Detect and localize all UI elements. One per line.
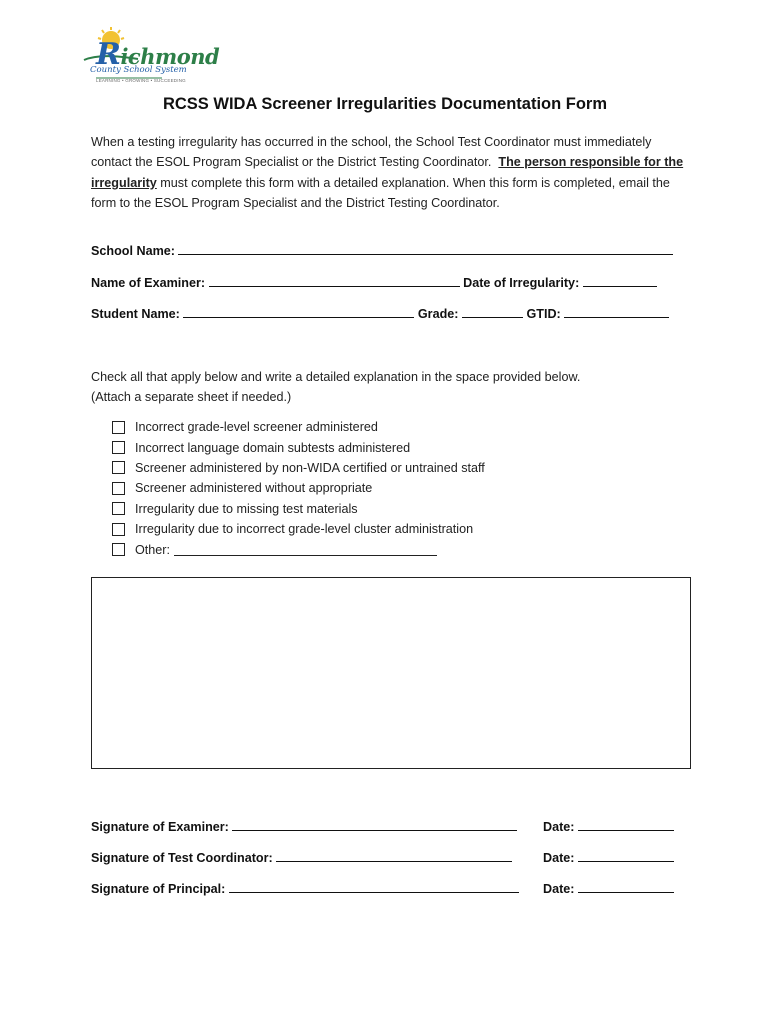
examiner-name-field[interactable] (91, 275, 657, 290)
instructions-line-1: Check all that apply below and write a detailed explanation in the space provided below. (91, 370, 581, 384)
district-logo (78, 26, 220, 88)
checklist-item-untrained-staff[interactable] (112, 458, 485, 478)
checklist-item-label: Irregularity due to incorrect grade-level cluster administration (135, 522, 474, 537)
checklist-item-label: Screener administered by non-WIDA certified or untrained staff (135, 460, 485, 475)
examiner-name-label: Name of Examiner: (91, 276, 206, 290)
gtid-line[interactable] (564, 306, 669, 318)
checklist-item-wrong-cluster[interactable] (112, 519, 485, 539)
checkbox[interactable] (112, 421, 125, 434)
checklist-item-without-appropriate[interactable] (112, 478, 485, 498)
examiner-signature-label: Signature of Examiner: (91, 820, 229, 834)
checkbox[interactable] (112, 461, 125, 474)
intro-emphasis: The person responsible for the irregularity (91, 155, 684, 190)
checkbox[interactable] (112, 523, 125, 536)
intro-text-2: must complete this form with a detailed explanation. When this form is completed, email the form to the ESOL Program Specialist and the District Testing Coordinator. (91, 175, 670, 211)
grade-line[interactable] (462, 306, 523, 318)
coordinator-signature-field[interactable] (91, 850, 512, 865)
school-name-line[interactable] (178, 243, 673, 255)
checklist-item-wrong-grade-screener[interactable] (112, 417, 485, 437)
examiner-signature-line[interactable] (232, 819, 517, 831)
irregularity-checklist (112, 417, 485, 560)
date-label: Date: (543, 820, 575, 834)
principal-signature-label: Signature of Principal: (91, 882, 226, 896)
date-irregularity-line[interactable] (583, 275, 657, 287)
checklist-item-label: Incorrect language domain subtests administered (135, 440, 411, 455)
intro-text-1: When a testing irregularity has occurred in the school, the School Test Coordinator must immediately contact the ESOL Program Specialist or the District Testing Coordinator. (91, 135, 652, 170)
student-name-label: Student Name: (91, 307, 180, 321)
principal-date-line[interactable] (578, 881, 674, 893)
form-title: RCSS WIDA Screener Irregularities Documentation Form (162, 95, 608, 113)
logo-subtitle: County School System (90, 65, 187, 75)
examiner-signature-field[interactable] (91, 819, 517, 834)
logo-tagline: LEARNING • GROWING • SUCCEEDING (96, 78, 186, 83)
checklist-item-label: Incorrect grade-level screener administered (135, 420, 378, 435)
coordinator-signature-label: Signature of Test Coordinator: (91, 851, 273, 865)
checkbox[interactable] (112, 502, 125, 515)
other-input-line[interactable] (174, 544, 437, 556)
grade-label: Grade: (417, 307, 459, 321)
examiner-name-line[interactable] (209, 275, 460, 287)
student-name-line[interactable] (183, 306, 414, 318)
intro-paragraph (91, 132, 691, 214)
principal-date-field[interactable] (543, 881, 674, 896)
coordinator-date-field[interactable] (543, 850, 674, 865)
instructions-line-2: (Attach a separate sheet if needed.) (91, 390, 292, 405)
checkbox[interactable] (112, 441, 125, 454)
checklist-item-missing-materials[interactable] (112, 499, 485, 519)
date-irregularity-label: Date of Irregularity: (463, 276, 580, 290)
principal-signature-line[interactable] (229, 881, 519, 893)
school-name-field[interactable] (91, 243, 673, 258)
checklist-item-other[interactable] (112, 539, 485, 559)
checklist-item-wrong-domain-subtests[interactable] (112, 437, 485, 457)
gtid-label: GTID: (526, 307, 561, 321)
logo-wordmark: Richmond (96, 37, 220, 72)
coordinator-date-line[interactable] (578, 850, 674, 862)
examiner-date-field[interactable] (543, 819, 674, 834)
principal-signature-field[interactable] (91, 881, 519, 896)
explanation-textarea[interactable] (91, 577, 691, 769)
checkbox[interactable] (112, 482, 125, 495)
examiner-date-line[interactable] (578, 819, 674, 831)
checklist-item-label: Irregularity due to missing test materials (135, 501, 358, 516)
checkbox[interactable] (112, 543, 125, 556)
date-label: Date: (543, 882, 575, 896)
school-name-label: School Name: (91, 244, 175, 258)
checklist-item-label: Other: (135, 542, 170, 557)
date-label: Date: (543, 851, 575, 865)
coordinator-signature-line[interactable] (276, 850, 512, 862)
checklist-item-label: Screener administered without appropriate (135, 481, 373, 496)
student-field-row[interactable] (91, 306, 669, 321)
checklist-instructions (91, 367, 691, 408)
